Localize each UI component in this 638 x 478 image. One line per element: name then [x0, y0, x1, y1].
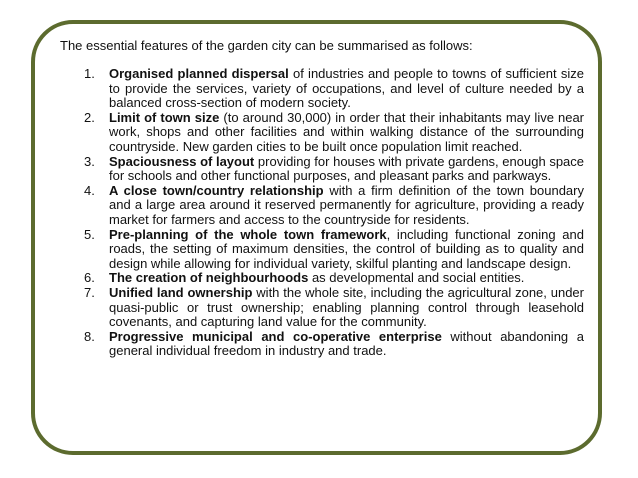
list-item: [84, 67, 584, 111]
item-number: 3.: [84, 153, 95, 169]
item-text: , including functional zoning and roads, the setting of maximum densities, the control of building as to quality and design while allowing for individual variety, skilful planting and landscape design.: [109, 226, 584, 271]
item-number: 2.: [84, 109, 95, 125]
list-item: [84, 330, 584, 359]
item-title: Pre-planning of the whole town framework: [109, 226, 387, 242]
list-item: [84, 286, 584, 330]
item-title: Limit of town size: [109, 109, 220, 125]
item-text: of industries and people to towns of sufficient size to provide the services, variety of occupations, and level of culture needed by a balanced cross-section of modern society.: [109, 66, 584, 111]
list-item: [84, 155, 584, 184]
item-text: without abandoning a general individual freedom in industry and trade.: [109, 328, 584, 359]
item-number: 4.: [84, 182, 95, 198]
list-item: [84, 228, 584, 272]
list-item: [84, 271, 584, 286]
item-title: Spaciousness of layout: [109, 153, 255, 169]
item-number: 5.: [84, 226, 95, 242]
list-item: [84, 184, 584, 228]
item-text: with the whole site, including the agricultural zone, under quasi-public or trust ownership; enabling planning control through leasehold covenants, and capturing land value for the community.: [109, 284, 584, 330]
features-list: [84, 67, 584, 359]
item-title: Progressive municipal and co-operative enterprise: [109, 328, 442, 344]
item-number: 1.: [84, 66, 95, 81]
item-text: providing for houses with private gardens, enough space for schools and other functional purposes, and pleasant parks and parkways.: [109, 153, 585, 184]
item-number: 7.: [84, 284, 95, 300]
item-title: Unified land ownership: [109, 284, 253, 300]
item-number: 8.: [84, 328, 95, 344]
item-title: Organised planned dispersal: [109, 66, 289, 81]
item-text: (to around 30,000) in order that their inhabitants may live near work, shops and other facilities and within walking distance of the surrounding countryside. New garden cities to be built once population limit reached.: [109, 109, 584, 154]
item-number: 6.: [84, 270, 95, 286]
item-title: The creation of neighbourhoods: [109, 270, 309, 286]
list-item: [84, 111, 584, 155]
item-text: with a firm definition of the town boundary and a large area around it reserved permanently for agriculture, providing a ready market for farmers and access to the countryside for residents.: [109, 182, 584, 227]
intro-text: The essential features of the garden city can be summarised as follows:: [60, 38, 473, 53]
item-text: as developmental and social entities.: [308, 270, 525, 286]
item-title: A close town/country relationship: [109, 182, 324, 198]
